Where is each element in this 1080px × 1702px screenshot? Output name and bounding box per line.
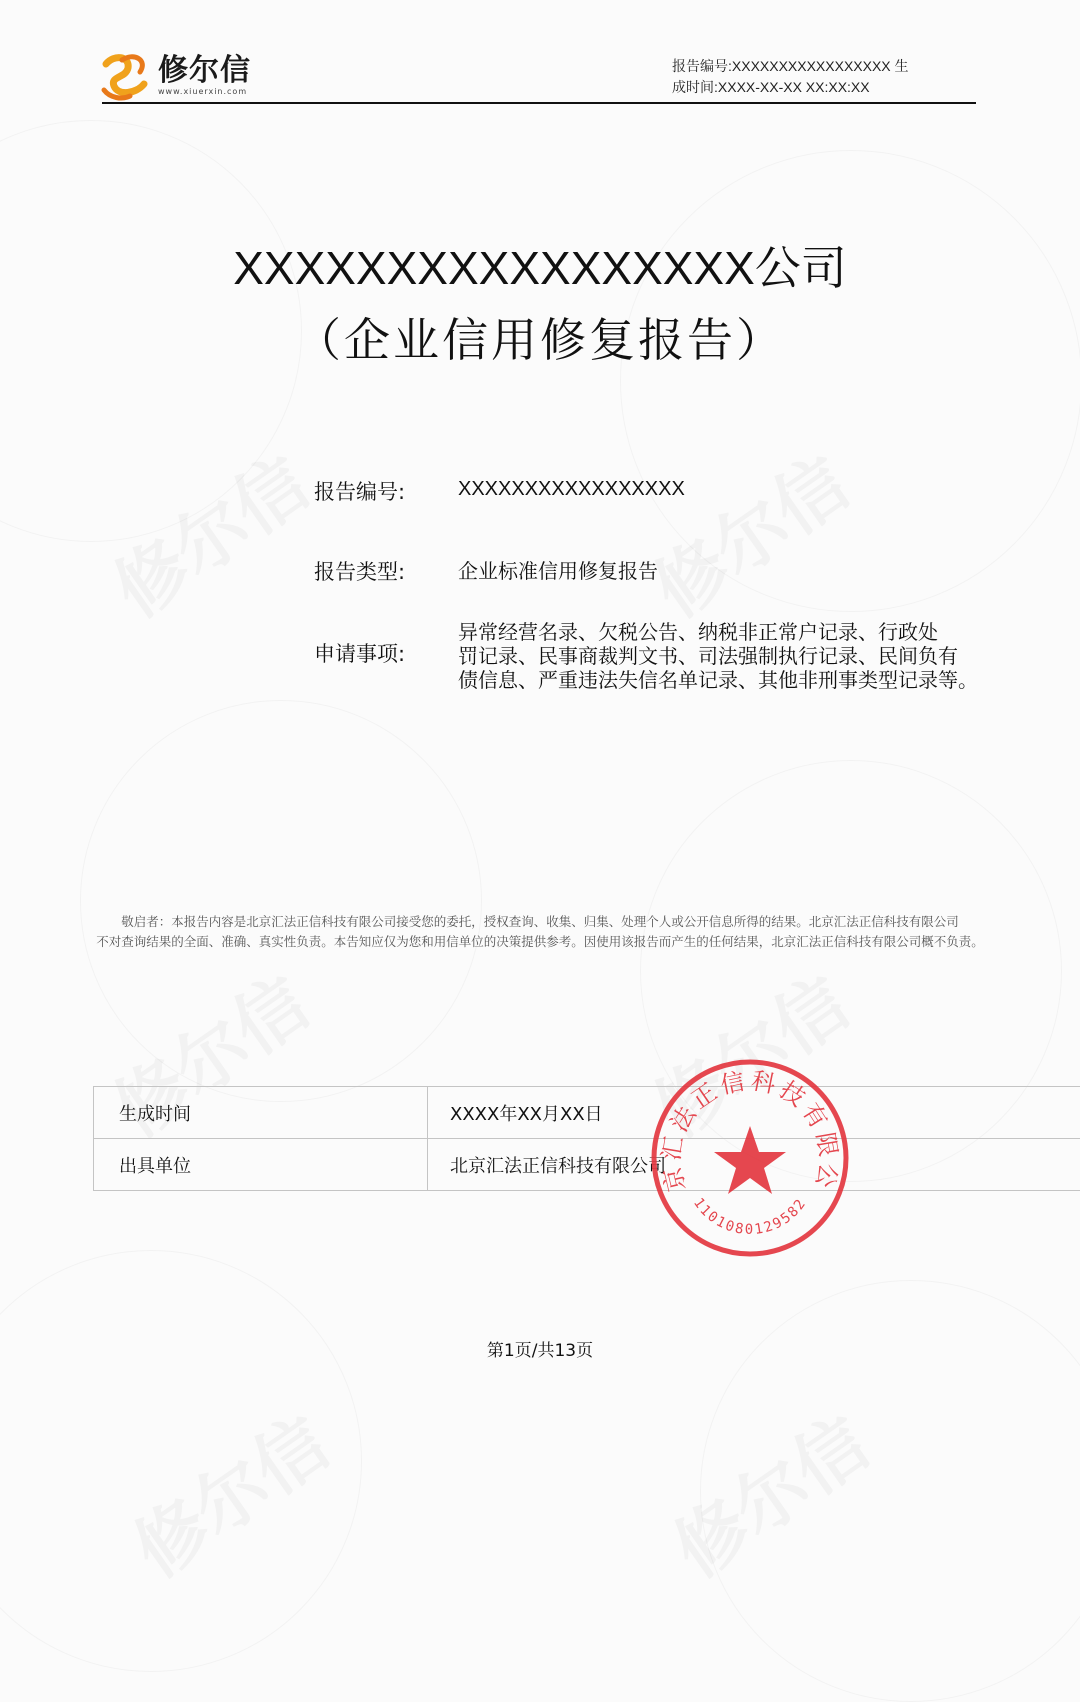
seal-code-text: 1101080129582 — [690, 1195, 810, 1238]
issuer-label: 出具单位 — [94, 1139, 428, 1191]
report-number-label: 报告编号: — [314, 476, 405, 506]
watermark-text — [650, 1387, 887, 1596]
generated-time-value: XXXX年XX月XX日 — [428, 1087, 1080, 1139]
application-items-line: 债信息、严重违法失信名单记录、其他非刑事类型记录等。 — [458, 668, 1028, 692]
svg-text:1101080129582 — [690, 1195, 810, 1238]
watermark-text — [110, 1387, 347, 1596]
page-number: 第1页/共13页 — [0, 1336, 1080, 1361]
disclaimer-line: 敬启者：本报告内容是北京汇法正信科技有限公司接受您的委托，授权查询、收集、归集、处理个人或公开信息所得的结果。北京汇法正信科技有限公司 — [0, 912, 1080, 932]
background-pattern — [80, 700, 482, 1102]
background-pattern — [620, 150, 1080, 612]
report-type-value: 企业标准信用修复报告 — [458, 555, 658, 584]
application-items-line: 异常经营名录、欠税公告、纳税非正常户记录、行政处 — [458, 620, 1028, 644]
issuer-value: 北京汇法正信科技有限公司 — [428, 1139, 1080, 1191]
table-row — [94, 1087, 1080, 1139]
application-items-label: 申请事项: — [314, 638, 405, 668]
report-type-label: 报告类型: — [314, 556, 405, 586]
generated-time-label: 生成时间 — [94, 1087, 428, 1139]
issuance-info-table — [93, 1086, 1080, 1191]
header-meta — [672, 56, 922, 98]
header-generated-time: 成时间:XXXX-XX-XX XX:XX:XX — [672, 77, 922, 98]
disclaimer-line: 不对查询结果的全面、准确、真实性负责。本告知应仅为您和用信单位的决策提供参考。因使用该报告而产生的任何结果，北京汇法正信科技有限公司概不负责。 — [0, 932, 1080, 952]
header-divider — [102, 102, 976, 104]
report-title-type: （企业信用修复报告） — [0, 304, 1080, 370]
background-pattern — [0, 1250, 362, 1672]
report-number-value: XXXXXXXXXXXXXXXXX — [458, 478, 685, 501]
header-report-number: 报告编号:XXXXXXXXXXXXXXXXX 生 — [672, 56, 922, 77]
seal-star-icon — [714, 1126, 786, 1194]
logo-mark-icon — [100, 50, 152, 102]
table-row — [94, 1139, 1080, 1191]
seal-company-text: 京汇法正信科技有限公 — [648, 1056, 843, 1194]
logo-url: www.xiuerxin.com — [158, 87, 251, 97]
logo-name: 修尔信 — [158, 55, 251, 87]
disclaimer — [0, 912, 1080, 952]
application-items-line: 罚记录、民事商裁判文书、司法强制执行记录、民间负有 — [458, 644, 1028, 668]
official-seal — [648, 1056, 852, 1260]
company-logo — [100, 48, 251, 104]
watermark-text — [90, 427, 327, 636]
report-title-company: XXXXXXXXXXXXXXXXX公司 — [0, 232, 1080, 298]
seal-graphic — [648, 1056, 852, 1260]
application-items-value — [458, 620, 1028, 692]
watermark-text — [630, 427, 867, 636]
